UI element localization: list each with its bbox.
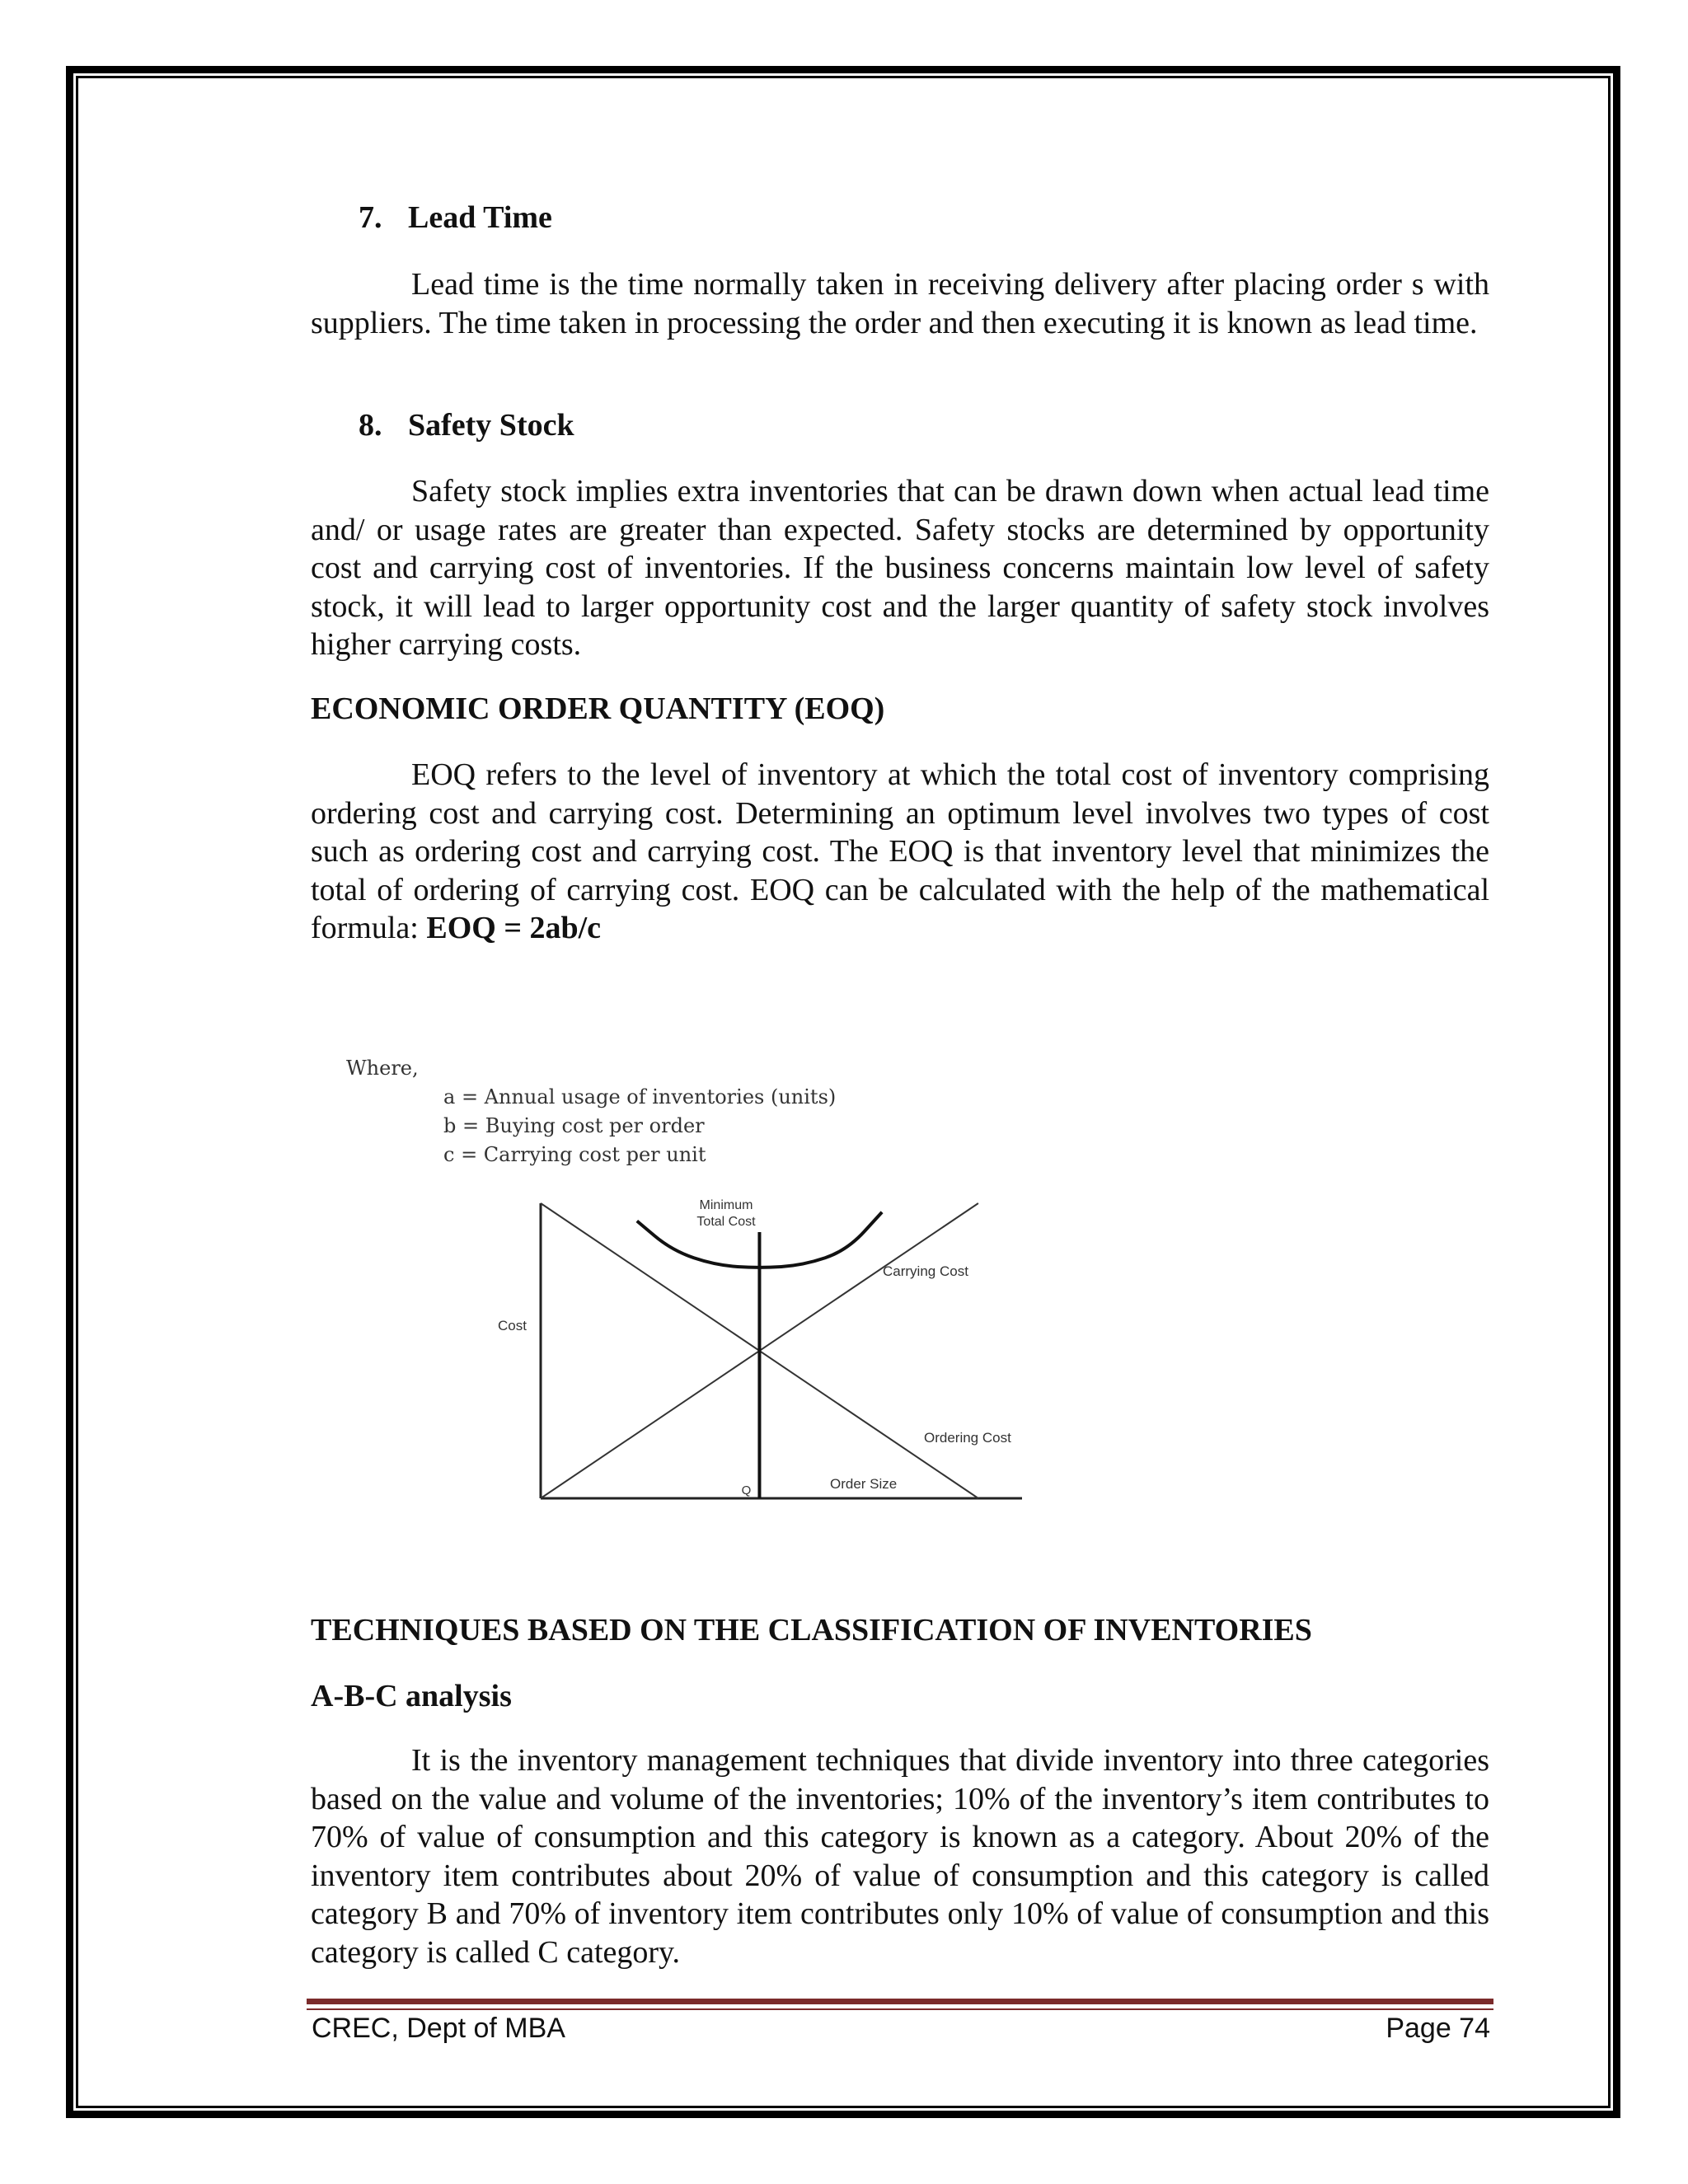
eoq-text: EOQ refers to the level of inventory at which the total cost of inventory comprising ordering cost and carrying cost. Determining an optimum level involves two types of cost such as ordering cost and carrying cost. The EOQ is that inventory level that minimizes the total of ordering of carrying cost. EOQ can be calculated with the help of the mathematical formula: bbox=[311, 757, 1489, 945]
total-cost-label: Total Cost bbox=[696, 1215, 756, 1229]
x-axis-label: Order Size bbox=[830, 1476, 898, 1492]
eoq-formula: EOQ = 2ab/c bbox=[426, 911, 602, 945]
footer-department: CREC, Dept of MBA bbox=[312, 2013, 565, 2044]
eoq-paragraph bbox=[311, 756, 1489, 948]
abc-heading: A-B-C analysis bbox=[311, 1679, 512, 1713]
footer-page-number: Page 74 bbox=[1386, 2013, 1490, 2044]
legend-line-a: a = Annual usage of inventories (units) bbox=[443, 1085, 837, 1108]
minimum-label: Minimum bbox=[699, 1198, 753, 1212]
y-axis-label: Cost bbox=[498, 1318, 527, 1333]
lead-time-paragraph: Lead time is the time normally taken in receiving delivery after placing order s with suppliers. The time taken in processing the order and then executing it is known as lead time. bbox=[311, 267, 1489, 340]
legend-line-b: b = Buying cost per order bbox=[443, 1114, 705, 1137]
footer-rule-thin bbox=[307, 2008, 1493, 2010]
techniques-heading: TECHNIQUES BASED ON THE CLASSIFICATION OF INVENTORIES bbox=[311, 1613, 1312, 1647]
eoq-chart bbox=[478, 1187, 1055, 1516]
section-heading-lead-time bbox=[359, 199, 552, 236]
section-number: 7. bbox=[359, 200, 382, 235]
eoq-heading: ECONOMIC ORDER QUANTITY (EOQ) bbox=[311, 691, 885, 726]
legend-label: Where, bbox=[346, 1057, 419, 1080]
q-label: Q bbox=[741, 1483, 752, 1497]
section-title: Lead Time bbox=[408, 200, 552, 235]
abc-paragraph: It is the inventory management techniques that divide inventory into three categories based on the value and volume of the inventories; 10% of the inventory’s item contributes to 70% of value of consumption and this category is known as a category. About 20% of the inventory item contributes about 20% of value of consumption and this category is called category B and 70% of inventory item contributes only 10% of value of consumption and this category is called C category. bbox=[311, 1743, 1489, 1970]
section-title: Safety Stock bbox=[408, 408, 574, 443]
section-number: 8. bbox=[359, 408, 382, 443]
footer-rule-thick bbox=[307, 1999, 1493, 2004]
carrying-cost-label: Carrying Cost bbox=[883, 1263, 968, 1279]
ordering-cost-label: Ordering Cost bbox=[924, 1430, 1011, 1446]
legend-line-c: c = Carrying cost per unit bbox=[443, 1143, 706, 1166]
section-heading-safety-stock bbox=[359, 407, 574, 443]
safety-stock-paragraph: Safety stock implies extra inventories that can be drawn down when actual lead time and/ or usage rates are greater than expected. Safety stocks are determined by opportunity cost and carrying cost of inventories. If the business concerns maintain low level of safety stock, it will lead to larger opportunity cost and the larger quantity of safety stock involves higher carrying costs. bbox=[311, 474, 1489, 662]
